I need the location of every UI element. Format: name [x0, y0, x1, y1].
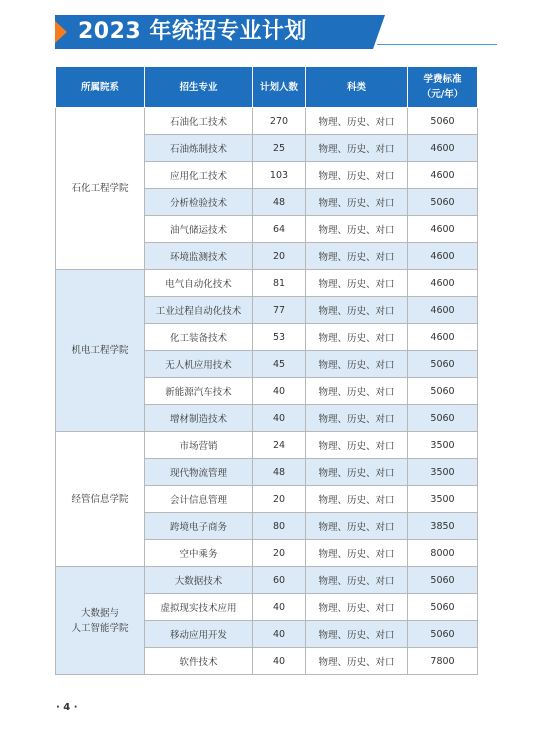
- subject-cell: 物理、历史、对口: [306, 567, 408, 594]
- tuition-cell: 4600: [408, 297, 478, 324]
- plan-count-cell: 20: [253, 540, 306, 567]
- tuition-cell: 5060: [408, 351, 478, 378]
- header-subject: 科类: [306, 67, 408, 108]
- table-header-row: [56, 67, 478, 108]
- plan-count-cell: 40: [253, 621, 306, 648]
- tuition-cell: 5060: [408, 189, 478, 216]
- tuition-cell: 4600: [408, 270, 478, 297]
- subject-cell: 物理、历史、对口: [306, 486, 408, 513]
- major-cell: 工业过程自动化技术: [145, 297, 253, 324]
- plan-count-cell: 20: [253, 243, 306, 270]
- plan-count-cell: 24: [253, 432, 306, 459]
- plan-count-cell: 270: [253, 108, 306, 135]
- table-row: [56, 432, 478, 459]
- subject-cell: 物理、历史、对口: [306, 378, 408, 405]
- subject-cell: 物理、历史、对口: [306, 648, 408, 675]
- subject-cell: 物理、历史、对口: [306, 108, 408, 135]
- subject-cell: 物理、历史、对口: [306, 297, 408, 324]
- table-row: [56, 270, 478, 297]
- major-cell: 环境监测技术: [145, 243, 253, 270]
- page-number: · 4 ·: [56, 702, 78, 713]
- subject-cell: 物理、历史、对口: [306, 459, 408, 486]
- tuition-cell: 3850: [408, 513, 478, 540]
- tuition-cell: 8000: [408, 540, 478, 567]
- plan-count-cell: 40: [253, 405, 306, 432]
- subject-cell: 物理、历史、对口: [306, 324, 408, 351]
- plan-count-cell: 20: [253, 486, 306, 513]
- major-cell: 石油化工技术: [145, 108, 253, 135]
- tuition-cell: 5060: [408, 405, 478, 432]
- header-department: 所属院系: [56, 67, 145, 108]
- header-plan-count: 计划人数: [253, 67, 306, 108]
- subject-cell: 物理、历史、对口: [306, 351, 408, 378]
- title-banner: [55, 15, 385, 49]
- tuition-cell: 5060: [408, 567, 478, 594]
- tuition-cell: 4600: [408, 162, 478, 189]
- subject-cell: 物理、历史、对口: [306, 270, 408, 297]
- major-cell: 市场营销: [145, 432, 253, 459]
- subject-cell: 物理、历史、对口: [306, 540, 408, 567]
- plan-count-cell: 48: [253, 189, 306, 216]
- plan-count-cell: 77: [253, 297, 306, 324]
- plan-count-cell: 40: [253, 648, 306, 675]
- tuition-cell: 5060: [408, 594, 478, 621]
- plan-count-cell: 81: [253, 270, 306, 297]
- major-cell: 增材制造技术: [145, 405, 253, 432]
- subject-cell: 物理、历史、对口: [306, 405, 408, 432]
- tuition-cell: 5060: [408, 621, 478, 648]
- banner-rule: [377, 44, 497, 45]
- plan-count-cell: 48: [253, 459, 306, 486]
- table-row: [56, 567, 478, 594]
- subject-cell: 物理、历史、对口: [306, 162, 408, 189]
- major-cell: 石油炼制技术: [145, 135, 253, 162]
- subject-cell: 物理、历史、对口: [306, 432, 408, 459]
- department-cell: 机电工程学院: [56, 270, 145, 432]
- subject-cell: 物理、历史、对口: [306, 243, 408, 270]
- tuition-cell: 5060: [408, 378, 478, 405]
- plan-count-cell: 103: [253, 162, 306, 189]
- plan-count-cell: 25: [253, 135, 306, 162]
- subject-cell: 物理、历史、对口: [306, 135, 408, 162]
- tuition-cell: 3500: [408, 459, 478, 486]
- subject-cell: 物理、历史、对口: [306, 621, 408, 648]
- major-cell: 会计信息管理: [145, 486, 253, 513]
- department-cell: 大数据与 人工智能学院: [56, 567, 145, 675]
- major-cell: 跨境电子商务: [145, 513, 253, 540]
- subject-cell: 物理、历史、对口: [306, 216, 408, 243]
- subject-cell: 物理、历史、对口: [306, 513, 408, 540]
- major-cell: 软件技术: [145, 648, 253, 675]
- major-cell: 新能源汽车技术: [145, 378, 253, 405]
- subject-cell: 物理、历史、对口: [306, 594, 408, 621]
- subject-cell: 物理、历史、对口: [306, 189, 408, 216]
- major-cell: 应用化工技术: [145, 162, 253, 189]
- plan-count-cell: 40: [253, 594, 306, 621]
- enrollment-table: [55, 66, 478, 675]
- page-title: 2023 年统招专业计划: [78, 19, 307, 44]
- tuition-cell: 7800: [408, 648, 478, 675]
- major-cell: 油气储运技术: [145, 216, 253, 243]
- header-major: 招生专业: [145, 67, 253, 108]
- major-cell: 电气自动化技术: [145, 270, 253, 297]
- tuition-cell: 4600: [408, 324, 478, 351]
- major-cell: 现代物流管理: [145, 459, 253, 486]
- plan-count-cell: 64: [253, 216, 306, 243]
- major-cell: 分析检验技术: [145, 189, 253, 216]
- plan-count-cell: 80: [253, 513, 306, 540]
- tuition-cell: 4600: [408, 216, 478, 243]
- major-cell: 无人机应用技术: [145, 351, 253, 378]
- major-cell: 化工装备技术: [145, 324, 253, 351]
- tuition-cell: 5060: [408, 108, 478, 135]
- major-cell: 空中乘务: [145, 540, 253, 567]
- tuition-cell: 3500: [408, 486, 478, 513]
- major-cell: 虚拟现实技术应用: [145, 594, 253, 621]
- plan-count-cell: 53: [253, 324, 306, 351]
- table-row: [56, 108, 478, 135]
- department-cell: 经管信息学院: [56, 432, 145, 567]
- department-cell: 石化工程学院: [56, 108, 145, 270]
- tuition-cell: 4600: [408, 243, 478, 270]
- major-cell: 移动应用开发: [145, 621, 253, 648]
- plan-count-cell: 40: [253, 378, 306, 405]
- major-cell: 大数据技术: [145, 567, 253, 594]
- header-tuition: 学费标准 （元/年）: [408, 67, 478, 108]
- tuition-cell: 4600: [408, 135, 478, 162]
- plan-count-cell: 60: [253, 567, 306, 594]
- tuition-cell: 3500: [408, 432, 478, 459]
- plan-count-cell: 45: [253, 351, 306, 378]
